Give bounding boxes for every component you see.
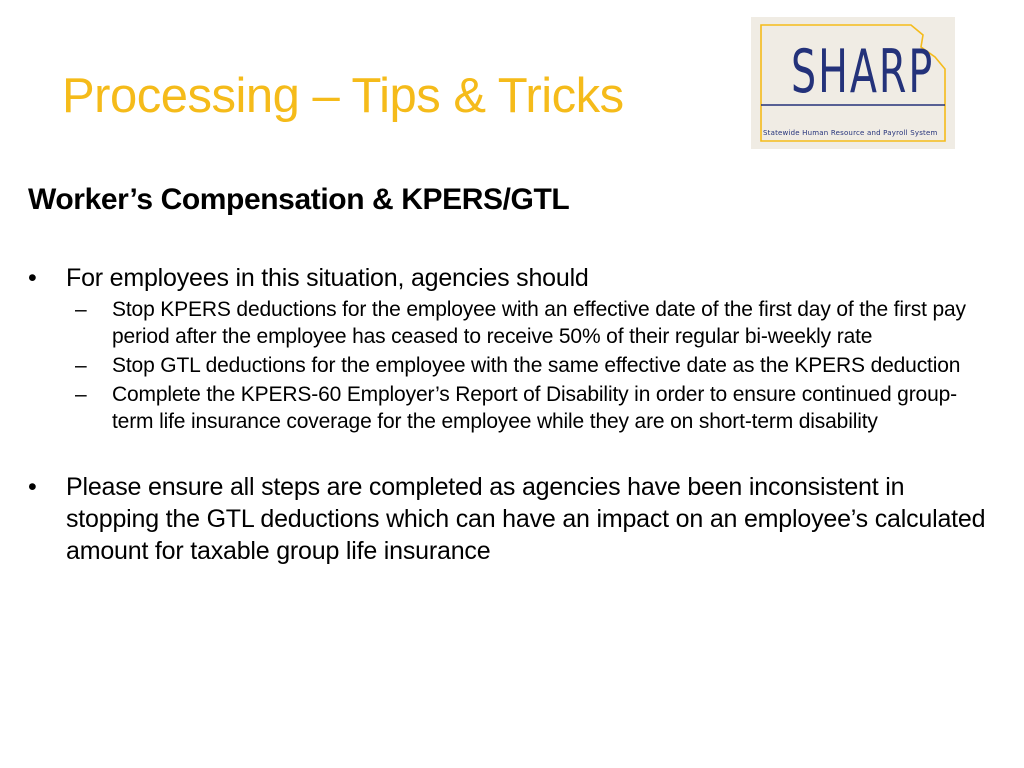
- sub-bullet-text: Complete the KPERS-60 Employer’s Report of Disability in order to ensure continued group-term life insurance coverage for the employee while they are on short-term disability: [112, 383, 957, 433]
- bullet-icon: •: [28, 264, 37, 292]
- bullet-text: For employees in this situation, agencies should: [66, 264, 589, 292]
- dash-icon: –: [75, 354, 87, 377]
- bullet-text: Please ensure all steps are completed as agencies have been inconsistent in stopping the GTL deductions which can have an impact on an employee’s calculated amount for taxable group life insurance: [66, 473, 986, 565]
- dash-icon: –: [75, 298, 87, 321]
- sub-bullet-text: Stop KPERS deductions for the employee with an effective date of the first day of the first pay period after the employee has ceased to receive 50% of their regular bi-weekly rate: [112, 298, 966, 348]
- sub-bullet-item: [66, 296, 988, 350]
- bullet-icon: •: [28, 473, 37, 501]
- sharp-logo: [751, 17, 955, 149]
- dash-icon: –: [75, 383, 87, 406]
- bullet-list: [28, 262, 988, 567]
- sub-bullet-item: [66, 381, 988, 435]
- logo-tagline: Statewide Human Resource and Payroll System: [763, 129, 938, 137]
- section-heading: Worker’s Compensation & KPERS/GTL: [28, 183, 570, 216]
- logo-wordmark: SHARP: [790, 37, 935, 107]
- sub-bullet-text: Stop GTL deductions for the employee with the same effective date as the KPERS deduction: [112, 354, 961, 377]
- sub-bullet-item: [66, 352, 988, 379]
- bullet-item: [28, 471, 988, 567]
- slide-title: Processing – Tips & Tricks: [62, 69, 624, 123]
- bullet-item: [28, 262, 988, 294]
